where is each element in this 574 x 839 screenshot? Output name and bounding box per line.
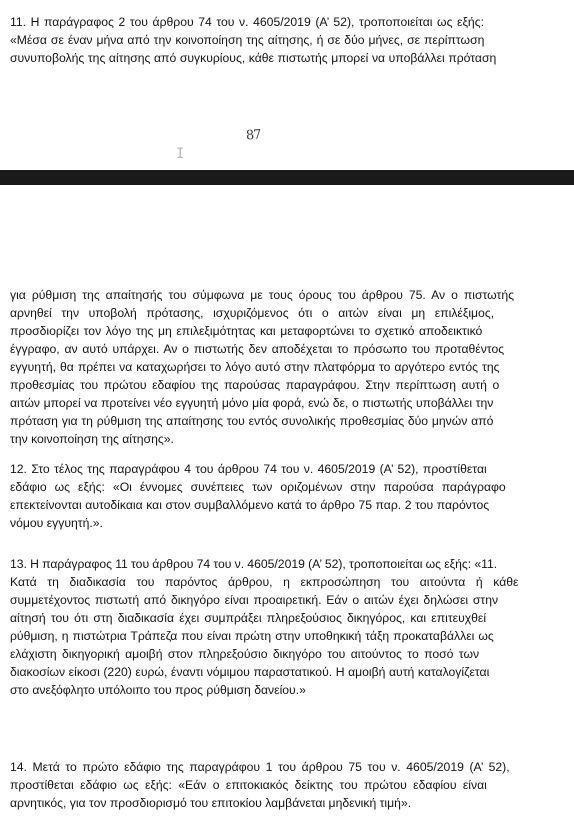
text-cursor-icon: I	[176, 146, 185, 162]
text-line: συνυποβολής της αίτησης από συγκυρίους, κάθε πιστωτής μπορεί να υποβάλλει πρόταση	[10, 51, 497, 65]
text-line: ελάχιστη δικηγορική αμοιβή στον πληρεξούσιο δικηγόρο του αιτούντος το ποσό των	[10, 647, 480, 661]
text-line: εγγυητή, θα πρέπει να καταχωρήσει το λόγο αυτό στην πλατφόρμα το αργότερο εντός της	[10, 360, 500, 374]
text-line: 12. Στο τέλος της παραγράφου 4 του άρθρου 74 του ν. 4605/2019 (Α’ 52), προστίθεται	[10, 462, 487, 476]
text-line: 11. Η παράγραφος 2 του άρθρου 74 του ν. 4605/2019 (Α’ 52), τροποποιείται ως εξής:	[10, 15, 484, 29]
text-line: «Μέσα σε έναν μήνα από την κοινοποίηση της αίτησης, ή σε δύο μήνες, σε περίπτωση	[10, 33, 485, 47]
text-line: στο ανεξόφλητο υπόλοιπο του προς ρύθμιση δανείου.»	[10, 683, 306, 697]
page-divider-band	[0, 170, 574, 185]
text-line: αρνητικός, για τον προσδιορισμό του επιτοκίου λαμβάνεται μηδενική τιμή».	[10, 796, 412, 810]
handwritten-page-number: 87	[245, 127, 262, 144]
paragraph-12	[10, 460, 566, 532]
text-line: 13. Η παράγραφος 11 του άρθρου 74 του ν. 4605/2019 (Α’ 52), τροποποιείται ως εξής: «11.	[10, 557, 498, 571]
paragraph-14	[10, 758, 566, 812]
paragraph-11-start	[10, 13, 566, 67]
text-line: έγγραφο, αν αυτό υπάρχει. Αν ο πιστωτής δεν αποδέχεται το πρόσωπο του προταθέντος	[10, 342, 505, 356]
text-line: επεκτείνονται αυτοδίκαια και στον συμβαλλόμενο κατά το άρθρο 75 παρ. 2 του παρόντος	[10, 498, 490, 512]
text-line: νόμου εγγυητή.».	[10, 516, 103, 530]
text-line: διακοσίων είκοσι (220) ευρώ, έναντι νόμιμου παραστατικού. Η αμοιβή αυτή καταλογίζεται	[10, 665, 490, 679]
text-line: προσδιορίζει τον λόγο της μη επιλεξιμότητας και μεταφορτώνει το σχετικό αποδεικτικό	[10, 324, 483, 338]
text-line: 14. Μετά το πρώτο εδάφιο της παραγράφου 1 του άρθρου 75 του ν. 4605/2019 (Α’ 52),	[10, 760, 510, 774]
paragraph-13	[10, 555, 566, 699]
text-line: προθεσμίας του πρώτου εδαφίου της παρούσας παραγράφου. Στην περίπτωση αυτή ο	[10, 378, 500, 392]
text-line: για ρύθμιση της απαίτησής του σύμφωνα με τους όρους του άρθρου 75. Αν ο πιστωτής	[10, 288, 514, 302]
text-line: πρόταση για τη ρύθμιση της απαίτησης του εντός συνολικής προθεσμίας δύο μηνών από	[10, 414, 494, 428]
text-line: Κατά τη διαδικασία του παρόντος άρθρου, η εκπροσώπηση του αιτούντα ή κάθε	[10, 575, 519, 589]
text-line: την κοινοποίηση της αίτησης».	[10, 432, 174, 446]
text-line: αιτών μπορεί να προτείνει νέο εγγυητή μόνο μία φορά, ενώ δε, ο πιστωτής υποβάλλει την	[10, 396, 494, 410]
text-line: αρνηθεί την υποβολή πρότασης, ισχυριζόμενος ότι ο αιτών είναι μη επιλέξιμος,	[10, 306, 495, 320]
text-line: ρύθμιση, η πιστώτρια Τράπεζα που είναι πρώτη στην υποθηκική τάξη προκαταβάλλει ως	[10, 629, 494, 643]
upper-page-fragment	[0, 0, 574, 170]
text-line: προστίθεται εδάφιο ως εξής: «Εάν ο επιτοκιακός δείκτης του πρώτου εδαφίου είναι	[10, 778, 487, 792]
text-line: αίτησή του ότι στη διαδικασία έχει συμπράξει πληρεξούσιος δικηγόρος, και επιτευχθεί	[10, 611, 487, 625]
text-line: εδάφιο ως εξής: «Οι έννομες συνέπειες των οριζομένων στην παρούσα παράγραφο	[10, 480, 506, 494]
text-line: συμμετέχοντος πιστωτή από δικηγόρο είναι προαιρετική. Εάν ο αιτών έχει δηλώσει στην	[10, 593, 499, 607]
paragraph-11-continued	[10, 286, 566, 448]
